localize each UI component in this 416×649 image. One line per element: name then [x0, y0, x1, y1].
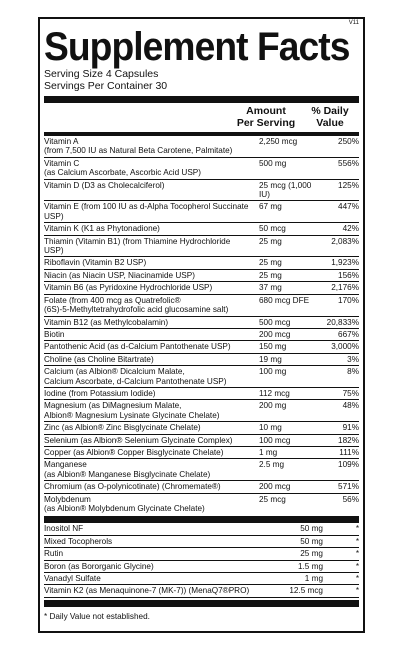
nutrient-name: Calcium (as Albion® Dicalcium Malate, Calcium Ascorbate, d-Calcium Pantothenate USP) [44, 367, 227, 386]
table-row [44, 494, 359, 515]
nutrient-daily-value: 250% [338, 137, 359, 146]
nutrient-amount: 200 mcg [259, 329, 291, 339]
nutrient-amount: 500 mg [259, 158, 287, 168]
nutrient-daily-value: 156% [338, 270, 359, 280]
nutrient-daily-value: * [355, 549, 359, 559]
nutrient-amount: 150 mg [259, 342, 287, 352]
nutrient-daily-value: 2,176% [331, 283, 359, 293]
divider-bar [44, 600, 359, 607]
table-row [44, 282, 359, 294]
table-row [44, 136, 359, 158]
nutrient-amount: 2,250 mcg [259, 137, 298, 146]
nutrient-amount: 50 mg [300, 524, 323, 534]
nutrient-name: Vanadyl Sulfate [44, 574, 101, 584]
nutrient-daily-value: 3% [347, 354, 359, 364]
nutrient-daily-value: 75% [342, 388, 359, 398]
header-daily-value: % Daily Value [311, 105, 349, 129]
nutrient-name: Iodine (from Potassium Iodide) [44, 388, 156, 398]
nutrient-daily-value: 48% [342, 401, 359, 411]
table-row [44, 201, 359, 223]
header-amount: Amount Per Serving [236, 105, 296, 129]
nutrient-daily-value: 2,083% [331, 236, 359, 246]
nutrient-name: Copper (as Albion® Copper Bisglycinate Chelate) [44, 447, 224, 457]
nutrient-amount: 37 mg [259, 283, 282, 293]
nutrient-name: Vitamin E (from 100 IU as d-Alpha Tocopherol Succinate USP) [44, 202, 249, 221]
table-row [44, 459, 359, 481]
supplement-facts-panel [38, 17, 365, 633]
nutrient-daily-value: * [355, 536, 359, 546]
nutrient-daily-value: 3,000% [331, 342, 359, 352]
nutrient-amount: 100 mg [259, 367, 287, 377]
nutrient-name: Niacin (as Niacin USP, Niacinamide USP) [44, 270, 195, 280]
nutrient-name: Magnesium (as DiMagnesium Malate, Albion® Magnesium Lysinate Glycinate Chelate) [44, 401, 220, 420]
nutrient-name: Pantothenic Acid (as d-Calcium Pantothenate USP) [44, 342, 231, 352]
nutrient-amount: 25 mg [300, 549, 323, 559]
table-row [44, 388, 359, 400]
table-row [44, 223, 359, 235]
table-row [44, 422, 359, 434]
nutrient-daily-value: 109% [338, 460, 359, 470]
table-row [44, 341, 359, 353]
nutrient-amount: 1.5 mg [297, 561, 323, 571]
column-header [44, 103, 359, 132]
nutrient-daily-value: * [355, 524, 359, 534]
nutrient-name: Chromium (as O-polynicotinate) (Chromemate®) [44, 482, 221, 492]
nutrient-daily-value: 447% [338, 202, 359, 212]
nutrient-name: Vitamin A (from 7,500 IU as Natural Beta Carotene, Palmitate) [44, 137, 233, 156]
nutrient-daily-value: 42% [342, 224, 359, 234]
nutrient-daily-value: * [355, 586, 359, 596]
nutrient-name: Folate (from 400 mcg as Quatrefolic® (6S)-5-Methyltetrahydrofolic acid glucosamine salt) [44, 295, 229, 315]
nutrient-amount: 12.5 mcg [289, 586, 323, 596]
divider-bar [44, 516, 359, 523]
header-spacer [44, 103, 231, 132]
table-row [44, 447, 359, 459]
table-row [44, 295, 359, 317]
nutrient-list [44, 136, 359, 514]
nutrient-name: Zinc (as Albion® Zinc Bisglycinate Chelate) [44, 423, 201, 433]
nutrient-amount: 10 mg [259, 423, 282, 433]
serving-size: Serving Size 4 Capsules [44, 68, 159, 80]
nutrient-name: Biotin [44, 329, 65, 339]
nutrient-amount: 25 mg [259, 236, 282, 246]
nutrient-daily-value: 56% [342, 494, 359, 504]
nutrient-daily-value: 8% [347, 367, 359, 377]
nutrient-daily-value: 556% [338, 158, 359, 168]
nutrient-amount: 112 mcg [259, 388, 290, 398]
table-row [44, 329, 359, 341]
nutrient-name: Mixed Tocopherols [44, 536, 113, 546]
nutrient-daily-value: 125% [338, 180, 359, 190]
nutrient-name: Rutin [44, 549, 64, 559]
nutrient-amount: 100 mcg [259, 435, 291, 445]
table-row [44, 523, 359, 535]
nutrient-daily-value: 91% [342, 423, 359, 433]
nutrient-name: Vitamin B12 (as Methylcobalamin) [44, 317, 169, 327]
footnote: * Daily Value not established. [44, 611, 150, 621]
table-row [44, 366, 359, 388]
nutrient-name: Boron (as Bororganic Glycine) [44, 561, 154, 571]
nutrient-name: Riboflavin (Vitamin B2 USP) [44, 258, 147, 268]
nutrient-daily-value: 571% [338, 482, 359, 492]
table-row [44, 561, 359, 573]
other-ingredient-list [44, 523, 359, 597]
nutrient-amount: 2.5 mg [259, 460, 285, 470]
table-row [44, 236, 359, 258]
table-row [44, 536, 359, 548]
nutrient-amount: 67 mg [259, 202, 282, 212]
divider-bar [44, 96, 359, 103]
nutrient-name: Selenium (as Albion® Selenium Glycinate Complex) [44, 435, 233, 445]
nutrient-amount: 25 mcg (1,000 IU) [259, 180, 312, 200]
nutrient-amount: 200 mcg [259, 482, 291, 492]
nutrient-amount: 19 mg [259, 354, 282, 364]
table-row [44, 573, 359, 585]
nutrient-name: Vitamin K2 (as Menaquinone-7 (MK-7)) (MenaQ7®PRO) [44, 586, 250, 596]
nutrient-name: Inositol NF [44, 524, 84, 534]
table-row [44, 481, 359, 493]
servings-per-container: Servings Per Container 30 [44, 79, 168, 92]
table-row [44, 257, 359, 269]
nutrient-name: Vitamin B6 (as Pyridoxine Hydrochloride USP) [44, 283, 213, 293]
nutrient-amount: 25 mcg [259, 494, 286, 504]
nutrient-name: Thiamin (Vitamin B1) (from Thiamine Hydrochloride USP) [44, 236, 231, 256]
nutrient-daily-value: 182% [338, 435, 359, 445]
nutrient-name: Vitamin C (as Calcium Ascorbate, Ascorbic Acid USP) [44, 158, 201, 178]
nutrient-amount: 25 mg [259, 270, 282, 280]
nutrient-daily-value: 1,923% [331, 258, 359, 268]
nutrient-amount: 200 mg [259, 401, 287, 411]
table-row [44, 435, 359, 447]
nutrient-name: Manganese (as Albion® Manganese Bisglycinate Chelate) [44, 460, 211, 479]
nutrient-daily-value: * [355, 561, 359, 571]
nutrient-name: Choline (as Choline Bitartrate) [44, 354, 154, 364]
table-row [44, 548, 359, 560]
nutrient-amount: 680 mcg DFE [259, 295, 310, 305]
table-row [44, 317, 359, 329]
nutrient-name: Vitamin K (K1 as Phytonadione) [44, 224, 160, 234]
nutrient-daily-value: 111% [339, 447, 359, 457]
nutrient-amount: 50 mcg [259, 224, 286, 234]
nutrient-amount: 25 mg [259, 258, 282, 268]
table-row [44, 354, 359, 366]
panel-title: Supplement Facts [44, 25, 350, 69]
table-row [44, 180, 359, 202]
nutrient-amount: 1 mg [304, 574, 323, 584]
nutrient-amount: 1 mg [259, 447, 278, 457]
table-row [44, 158, 359, 180]
nutrient-daily-value: 170% [338, 295, 359, 305]
nutrient-daily-value: * [355, 574, 359, 584]
nutrient-amount: 500 mcg [259, 317, 291, 327]
nutrient-daily-value: 20,833% [326, 317, 359, 327]
table-row [44, 270, 359, 282]
version-code: V11 [348, 20, 359, 26]
nutrient-daily-value: 667% [338, 329, 359, 339]
nutrient-amount: 50 mg [300, 536, 323, 546]
nutrient-name: Molybdenum (as Albion® Molybdenum Glycinate Chelate) [44, 494, 205, 513]
table-row [44, 400, 359, 422]
table-row [44, 585, 359, 597]
nutrient-name: Vitamin D (D3 as Cholecalciferol) [44, 180, 165, 190]
